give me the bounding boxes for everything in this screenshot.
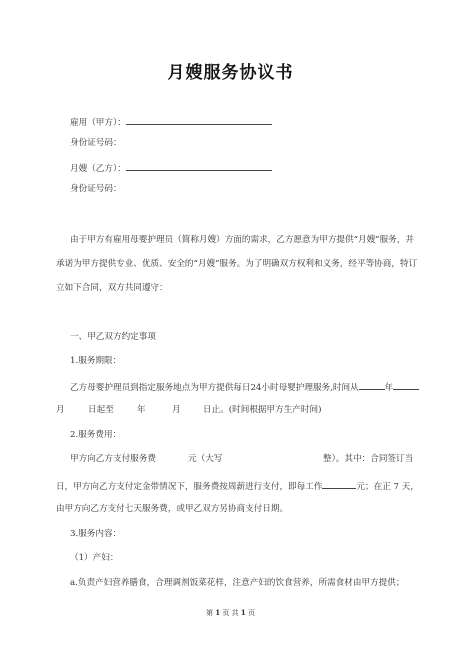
weekly-pay-text: 日，甲方向乙方支付定金带情况下，服务费按周薪进行支付，即每工作	[56, 482, 323, 492]
intro-line-1: 由于甲方有雇用母婴护理员（简称月嫂）方面的需求，乙方愿意为甲方提供“月嫂”服务，并	[70, 235, 414, 245]
year-text: 年	[384, 383, 394, 393]
weekly-pay-blank	[322, 479, 356, 489]
month-label: 月	[56, 405, 65, 415]
end-month-label: 月	[172, 405, 181, 415]
employer-line	[70, 115, 272, 129]
intro-line-2: 承诺为甲方提供专业、优质、安全的“月嫂”服务。为了明确双方权利和义务，经平等协商，特订	[56, 259, 418, 269]
service-content-heading: 3.服务内容：	[70, 529, 122, 539]
service-fee-line-3: 由甲方向乙方支付七天服务费，或甲乙双方另协商支付日期。	[56, 504, 289, 514]
nanny-line	[70, 161, 272, 175]
footer-page-number: 1	[215, 608, 221, 617]
section-heading: 一、甲乙双方约定事项	[70, 332, 156, 342]
service-content-item-a: a.负责产妇营养膳食，合理调剂饭菜花样，注意产妇的饮食营养，所需食材由甲方提供；	[70, 578, 405, 588]
service-fee-text-c: 整）。其中：合同签订当	[323, 454, 414, 464]
service-period-line-1	[70, 380, 419, 394]
service-period-text: 乙方母婴护理员到指定服务地点为甲方提供每日24小时母婴护理服务,时间从	[70, 383, 359, 393]
service-content-mother: （1）产妇：	[70, 553, 119, 563]
start-month-blank	[393, 380, 419, 390]
start-day-label: 日起至	[88, 405, 114, 415]
employer-id-label: 身份证号码：	[70, 138, 122, 148]
employer-blank	[126, 115, 272, 125]
service-period-heading: 1.服务期限：	[70, 356, 122, 366]
service-fee-heading: 2.服务费用：	[70, 430, 122, 440]
footer-suffix: 页	[245, 609, 255, 617]
end-day-label: 日止。(时间根据甲方生产时间)	[203, 405, 322, 415]
weekly-pay-unit: 元；在正 7 天，	[356, 482, 419, 492]
intro-line-3: 立如下合同，双方共同遵守：	[56, 283, 168, 293]
page-footer	[0, 608, 461, 618]
footer-prefix: 第	[206, 609, 216, 617]
service-fee-text-b: 元（大写	[188, 454, 223, 464]
nanny-label: 月嫂（乙方）：	[70, 164, 126, 174]
service-fee-text-a: 甲方向乙方支付服务费	[70, 454, 156, 464]
nanny-blank	[126, 161, 272, 171]
end-year-label: 年	[137, 405, 146, 415]
employer-label: 雇用（甲方）：	[70, 118, 126, 128]
footer-middle: 页 共	[220, 609, 241, 617]
footer-total-pages: 1	[240, 608, 246, 617]
document-title: 月嫂服务协议书	[167, 63, 294, 83]
start-year-blank	[359, 380, 385, 390]
service-fee-line-2	[56, 479, 419, 493]
nanny-id-label: 身份证号码：	[70, 184, 122, 194]
